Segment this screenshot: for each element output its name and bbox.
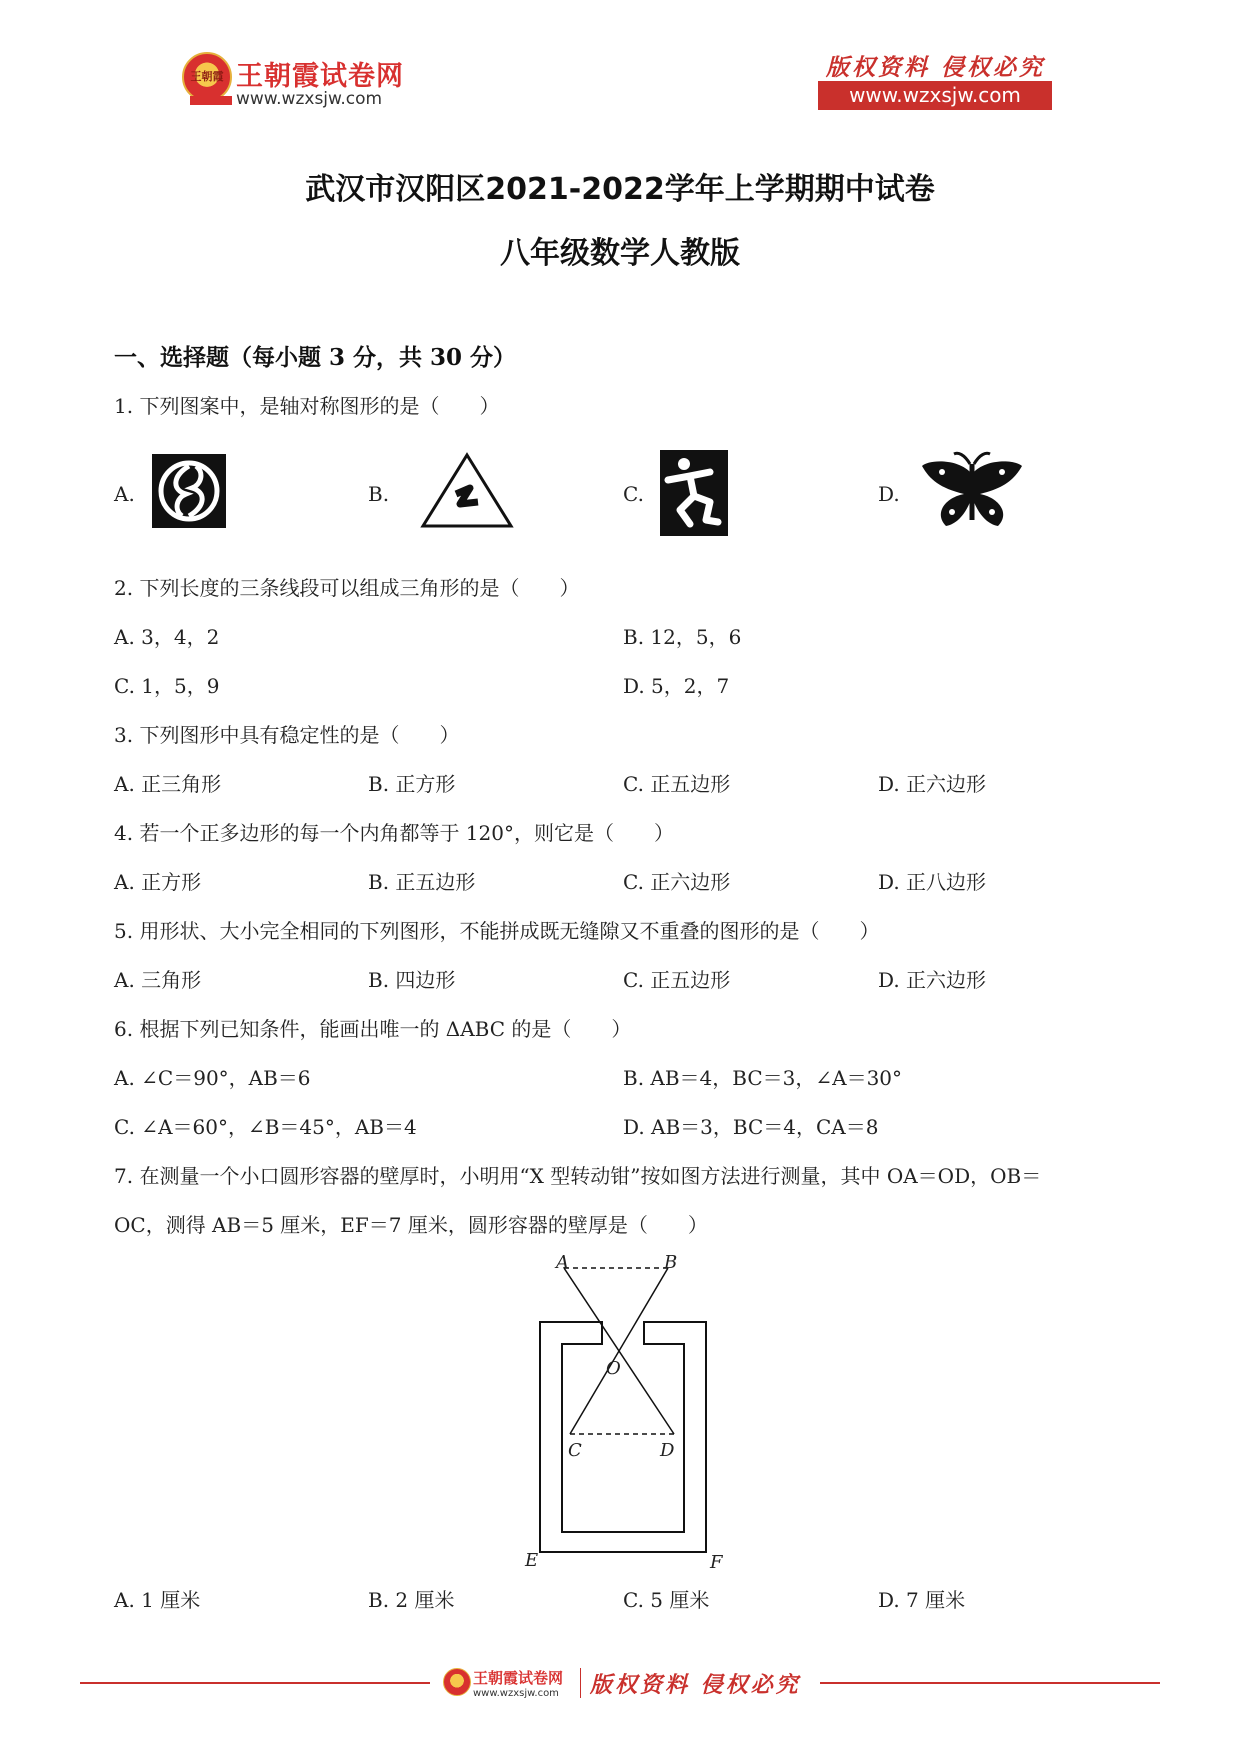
q5-option-d[interactable]: D. 正六边形	[878, 968, 987, 992]
q5-option-a[interactable]: A. 三角形	[114, 968, 202, 992]
q7-option-d[interactable]: D. 7 厘米	[878, 1588, 966, 1612]
q1-option-d[interactable]: D.	[878, 482, 900, 506]
label-a: A	[556, 1252, 569, 1273]
label-d: D	[660, 1440, 675, 1461]
question-3-stem: 3. 下列图形中具有稳定性的是（ ）	[114, 723, 460, 747]
q6-option-d[interactable]: D. AB＝3，BC＝4，CA＝8	[623, 1115, 879, 1139]
footer-copyright: 版权资料 侵权必究	[590, 1672, 801, 1698]
question-5-stem: 5. 用形状、大小完全相同的下列图形，不能拼成既无缝隙又不重叠的图形的是（ ）	[114, 919, 880, 943]
q1-option-c[interactable]: C.	[623, 482, 644, 506]
exam-subtitle: 八年级数学人教版	[500, 236, 740, 271]
footer-logo-icon	[443, 1668, 471, 1696]
triangle-road-sign-icon	[420, 452, 514, 530]
logo-ribbon	[190, 96, 232, 105]
q2-option-c[interactable]: C. 1，5，9	[114, 674, 220, 698]
q6-option-b[interactable]: B. AB＝4，BC＝3，∠A＝30°	[623, 1066, 903, 1090]
section-heading: 一、选择题（每小题 3 分，共 30 分）	[114, 344, 517, 371]
q3-option-a[interactable]: A. 正三角形	[114, 772, 222, 796]
dancing-figure-icon	[660, 450, 728, 536]
q3-option-d[interactable]: D. 正六边形	[878, 772, 987, 796]
q3-option-b[interactable]: B. 正方形	[368, 772, 456, 796]
x-pliers-figure	[520, 1252, 730, 1572]
label-o: O	[606, 1358, 621, 1379]
label-c: C	[568, 1440, 582, 1461]
q4-option-b[interactable]: B. 正五边形	[368, 870, 476, 894]
exam-title: 武汉市汉阳区2021-2022学年上学期期中试卷	[305, 172, 935, 207]
q3-option-c[interactable]: C. 正五边形	[623, 772, 731, 796]
label-e: E	[525, 1550, 539, 1571]
q4-option-a[interactable]: A. 正方形	[114, 870, 202, 894]
question-6-stem: 6. 根据下列已知条件，能画出唯一的 ΔABC 的是（ ）	[114, 1017, 632, 1041]
logo-seal-icon: 王朝霞	[182, 52, 232, 102]
q4-option-d[interactable]: D. 正八边形	[878, 870, 987, 894]
question-7-stem: 7. 在测量一个小口圆形容器的壁厚时，小明用“X 型转动钳”按如图方法进行测量，其中 OA＝OD，OB＝	[114, 1164, 1042, 1188]
logo-url[interactable]: www.wzxsjw.com	[236, 89, 383, 109]
q6-option-a[interactable]: A. ∠C＝90°，AB＝6	[114, 1066, 311, 1090]
q2-option-d[interactable]: D. 5，2，7	[623, 674, 730, 698]
q7-option-b[interactable]: B. 2 厘米	[368, 1588, 455, 1612]
q6-option-c[interactable]: C. ∠A＝60°，∠B＝45°，AB＝4	[114, 1115, 417, 1139]
footer-logo-url[interactable]: www.wzxsjw.com	[473, 1688, 559, 1699]
circle-swirl-logo-icon	[152, 454, 226, 528]
q7-option-a[interactable]: A. 1 厘米	[114, 1588, 201, 1612]
q7-option-c[interactable]: C. 5 厘米	[623, 1588, 710, 1612]
q5-option-c[interactable]: C. 正五边形	[623, 968, 731, 992]
footer-separator	[580, 1668, 581, 1698]
footer-rule-right	[820, 1682, 1160, 1684]
question-2-stem: 2. 下列长度的三条线段可以组成三角形的是（ ）	[114, 576, 580, 600]
q5-option-b[interactable]: B. 四边形	[368, 968, 456, 992]
copyright-notice: 版权资料 侵权必究	[826, 54, 1046, 81]
label-b: B	[664, 1252, 678, 1273]
q2-option-b[interactable]: B. 12，5，6	[623, 625, 742, 649]
copyright-url[interactable]: www.wzxsjw.com	[818, 81, 1052, 110]
butterfly-icon	[920, 450, 1024, 532]
logo-name: 王朝霞试卷网	[236, 61, 404, 92]
q4-option-c[interactable]: C. 正六边形	[623, 870, 731, 894]
footer-rule-left	[80, 1682, 430, 1684]
question-4-stem: 4. 若一个正多边形的每一个内角都等于 120°，则它是（ ）	[114, 821, 674, 845]
q1-option-b[interactable]: B.	[368, 482, 390, 506]
question-1-stem: 1. 下列图案中，是轴对称图形的是（ ）	[114, 394, 500, 418]
label-f: F	[710, 1552, 723, 1572]
question-7-stem-cont: OC，测得 AB＝5 厘米，EF＝7 厘米，圆形容器的壁厚是（ ）	[114, 1213, 708, 1237]
footer-logo-name: 王朝霞试卷网	[473, 1669, 564, 1687]
q2-option-a[interactable]: A. 3，4，2	[114, 625, 220, 649]
q1-option-a[interactable]: A.	[114, 482, 135, 506]
